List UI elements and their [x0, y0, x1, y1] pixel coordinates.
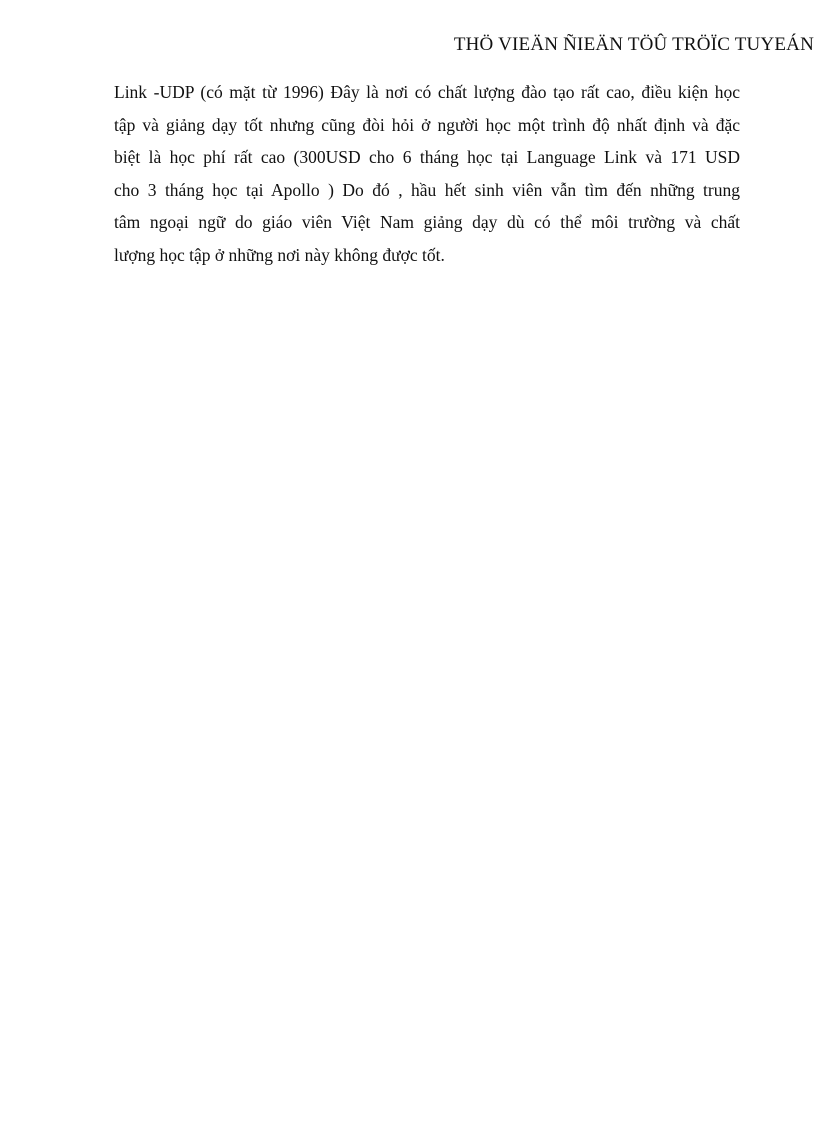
paragraph-line: tập và giảng dạy tốt nhưng cũng đòi hỏi ở người học một trình độ nhất định và đặc [114, 114, 740, 135]
body-paragraph [114, 76, 740, 272]
paragraph-line: tâm ngoại ngữ do giáo viên Việt Nam giảng dạy dù có thể môi trường và chất [114, 212, 740, 233]
paragraph-line: lượng học tập ở những nơi này không được tốt. [114, 244, 445, 265]
page-header: THÖ VIEÄN ÑIEÄN TÖÛ TRÖÏC TUYEÁN [453, 34, 814, 55]
paragraph-line: Link -UDP (có mặt từ 1996) Đây là nơi có chất lượng đào tạo rất cao, điều kiện học [114, 82, 740, 102]
paragraph-line: cho 3 tháng học tại Apollo ) Do đó , hầu hết sinh viên vẫn tìm đến những trung [114, 179, 740, 200]
paragraph-line: biệt là học phí rất cao (300USD cho 6 tháng học tại Language Link và 171 USD [114, 147, 740, 168]
